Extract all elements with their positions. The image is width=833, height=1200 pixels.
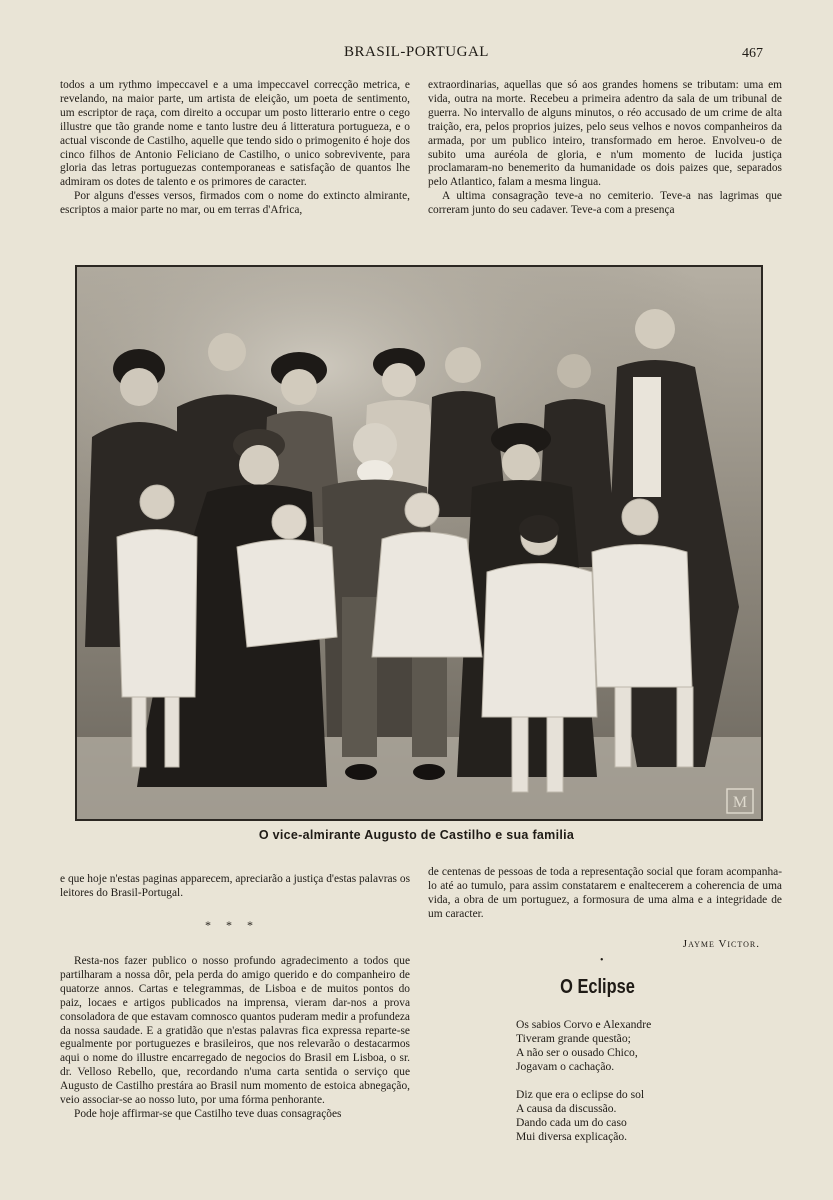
paragraph: Por alguns d'esses versos, firmados com o nome do extincto almirante, escriptos a maior parte no mar, ou em terras d'Africa, (60, 190, 410, 217)
column-right-continuation (428, 866, 782, 922)
page-number: 467 (742, 46, 763, 61)
poem-stanza (516, 1018, 651, 1074)
photograph-illustration (77, 267, 761, 819)
poem-line: Jogavam o cachação. (516, 1060, 615, 1073)
paragraph: Pode hoje affirmar-se que Castilho teve duas consagrações (74, 1107, 342, 1120)
poem-line: Diz que era o eclipse do sol (516, 1088, 645, 1101)
paragraph: Resta-nos fazer publico o nosso profundo agradecimento a todos que partilharam a nossa dôr, pela perda do amigo querido e do companheiro de quatorze annos. Cartas e telegrammas, de Lisboa e de muitos pontos do paiz, locaes e artigos publicados na imprensa, vieram dar-nos a prova consoladora de que estavam comnosco quantos puderam medir a profundeza da nossa saudade. E a gratidão que n'estas palavras fica expressa reparte-se egualmente por portuguezes e brasileiros, que nos relevarão o destacarmos aqui o nome do illustre encarregado de negocios do Brasil em Lisboa, o sr. dr. Velloso Rebello, que, recordando n'uma carta sentida o serviço que Augusto de Castilho prestára ao Brasil num momento de estoica abnegação, veio associar-se ao nosso luto, por uma fórma penhorante. (60, 955, 410, 1107)
poem-ornament: • (600, 955, 604, 966)
paragraph: todos a um rythmo impeccavel e a uma impeccavel correcção metrica, e revelando, na maior parte, um artista de eleição, um poeta de sentimento, um escriptor de raça, com direito a occupar um posto litterario entre o cego illustre que tão grande nome e tanto lustre deu á litteratura portugueza, e o actual visconde de Castilho, aquelle que tendo sido o primogenito é hoje dos cinco filhos de Antonio Feliciano de Castilho, o unico sobrevivente, para gloria das letras portuguezas contemporaneas e satisfação de quantos lhe admiram os dotes de talento e os primores de caracter. (60, 79, 410, 189)
paragraph: A ultima consagração teve-a no cemiterio. Teve-a nas lagrimas que correram junto do seu cadaver. Teve-a com a presença (428, 190, 782, 217)
photo-caption: O vice-almirante Augusto de Castilho e sua familia (258, 828, 575, 842)
poem-line: A causa da discussão. (516, 1102, 617, 1115)
section-separator: * * * (205, 918, 259, 932)
poem-line: Mui diversa explicação. (516, 1130, 628, 1143)
family-photograph (75, 265, 763, 821)
column-left-thanks (60, 955, 410, 1122)
running-header: BRASIL-PORTUGAL (344, 44, 489, 60)
paragraph: de centenas de pessoas de toda a representação social que foram acompanha-lo até ao tumulo, para assim constatarem e enaltecerem a coherencia de uma vida, a obra de um portuguez, a formosura de uma alma e a integridade de um caracter. (428, 866, 782, 920)
poem-line: Tiveram grande questão; (516, 1032, 631, 1045)
poem-stanza (516, 1088, 651, 1144)
poem-title: O Eclipse (560, 976, 635, 998)
paragraph: e que hoje n'estas paginas apparecem, apreciarão a justiça d'estas palavras os leitores do Brasil-Portugal. (60, 873, 410, 899)
column-left-continuation (60, 873, 410, 901)
author-signature: Jayme Victor. (682, 938, 760, 950)
column-left-top (60, 79, 410, 218)
svg-text:M: M (732, 794, 748, 811)
column-right-top (428, 79, 782, 218)
poem-line: Dando cada um do caso (516, 1116, 627, 1129)
poem-line: A não ser o ousado Chico, (516, 1046, 638, 1059)
paragraph: extraordinarias, aquellas que só aos grandes homens se tributam: uma em vida, outra na morte. Recebeu a primeira adentro da sala de um tribunal de guerra. No intervallo de alguns minutos, o réo accusado de um crime de alta traição, era, pelos proprios juizes, pelo seus velhos e novos companheiros da armada, por um publico inteiro, transformado em heroe. Envolveu-o de subito uma auréola de gloria, e n'um momento de lucida justiça proclamaram-no benemerito da humanidade os dois paizes que, separados pelo Atlantico, falam a mesma lingua. (428, 79, 782, 189)
poem-line: Os sabios Corvo e Alexandre (516, 1018, 652, 1031)
poem-body (516, 1018, 651, 1158)
